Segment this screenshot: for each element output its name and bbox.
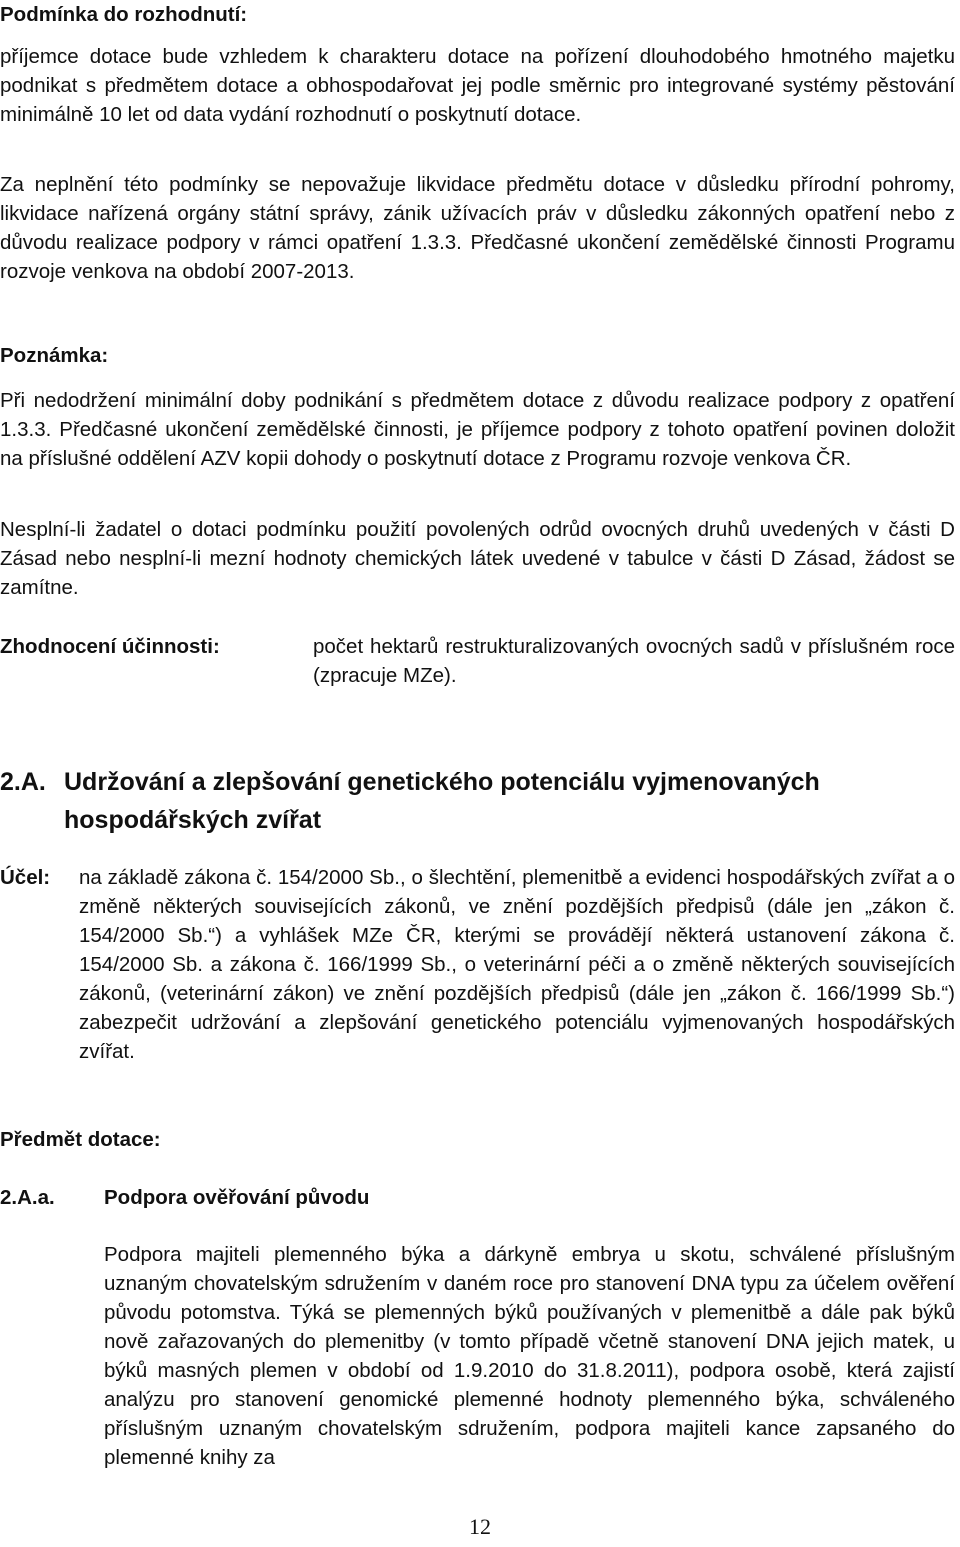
subsection-2aa-number: 2.A.a.: [0, 1186, 55, 1209]
subsection-2aa-title: Podpora ověřování původu: [104, 1186, 370, 1209]
condition-heading: Podmínka do rozhodnutí:: [0, 3, 248, 26]
page-number: 12: [469, 1514, 491, 1539]
section-2a-heading: [0, 763, 955, 843]
rejection-paragraph: Nesplní-li žadatel o dotaci podmínku použití povolených odrůd ovocných druhů uvedených v části D Zásad nebo nesplní-li mezní hodnoty chemických látek uvedené v tabulce v části D Zásad, žádost se zamítne.: [0, 518, 955, 599]
note-paragraph: Při nedodržení minimální doby podnikání s předmětem dotace z důvodu realizace podpory z opatření 1.3.3. Předčasné ukončení zemědělské činnosti, je příjemce podpory z tohoto opatření povinen doložit na příslušné oddělení AZV kopii dohody o poskytnutí dotace z Programu rozvoje venkova ČR.: [0, 389, 955, 470]
subsection-2aa-text: Podpora majiteli plemenného býka a dárkyně embrya u skotu, schválené příslušným uznaným chovatelským sdružením v daném roce pro stanovení DNA typu za účelem ověření původu potomstva. Týká se plemenných býků používaných v plemenitbě a dále pak býků nově zařazovaných do plemenitby (v tomto případě včetně stanovení DNA jejich matek, u býků masných plemen v období od 1.9.2010 do 31.8.2011), podpora osobě, která zajistí analýzu pro stanovení genomické plemenné hodnoty plemenného býka, schváleného příslušným uznaným chovatelským sdružením, podpora majiteli kance zapsaného do plemenné knihy za: [104, 1243, 955, 1469]
purpose-label: Účel:: [0, 866, 51, 889]
condition-paragraph-2: Za neplnění této podmínky se nepovažuje likvidace předmětu dotace v důsledku přírodní pohromy, likvidace nařízená orgány státní správy, zánik užívacích práv v důsledku zákonných opatření nebo z důvodu realizace podpory v rámci opatření 1.3.3. Předčasné ukončení zemědělské činnosti Programu rozvoje venkova na období 2007-2013.: [0, 173, 955, 283]
evaluation-text: počet hektarů restrukturalizovaných ovocných sadů v příslušném roce (zpracuje MZe).: [313, 635, 955, 687]
subsection-2aa-heading: [0, 1183, 955, 1215]
section-2a-number: 2.A.: [0, 768, 46, 796]
condition-paragraph-1: příjemce dotace bude vzhledem k charakteru dotace na pořízení dlouhodobého hmotného majetku podnikat s předmětem dotace a obhospodařovat jej podle směrnic pro integrované systémy pěstování minimálně 10 let od data vydání rozhodnutí o poskytnutí dotace.: [0, 45, 955, 126]
purpose-row: [0, 863, 955, 1103]
section-2a-title: Udržování a zlepšování genetického potenciálu vyjmenovaných hospodářských zvířat: [64, 768, 820, 834]
evaluation-row: [0, 632, 955, 692]
subject-heading: Předmět dotace:: [0, 1128, 161, 1151]
evaluation-label: Zhodnocení účinnosti:: [0, 635, 220, 658]
note-heading: Poznámka:: [0, 344, 109, 367]
purpose-text: na základě zákona č. 154/2000 Sb., o šlechtění, plemenitbě a evidenci hospodářských zvířat a o změně některých souvisejících zákonů, ve znění pozdějších předpisů (dále jen „zákon č. 154/2000 Sb.“) a vyhlášek MZe ČR, kterými se provádějí některá ustanovení zákona č. 154/2000 Sb. a zákona č. 166/1999 Sb., o veterinární péči a o změně některých souvisejících zákonů, (veterinární zákon) ve znění pozdějších předpisů (dále jen „zákon č. 166/1999 Sb.“) zabezpečit udržování a zlepšování genetického potenciálu vyjmenovaných hospodářských zvířat.: [79, 866, 955, 1063]
